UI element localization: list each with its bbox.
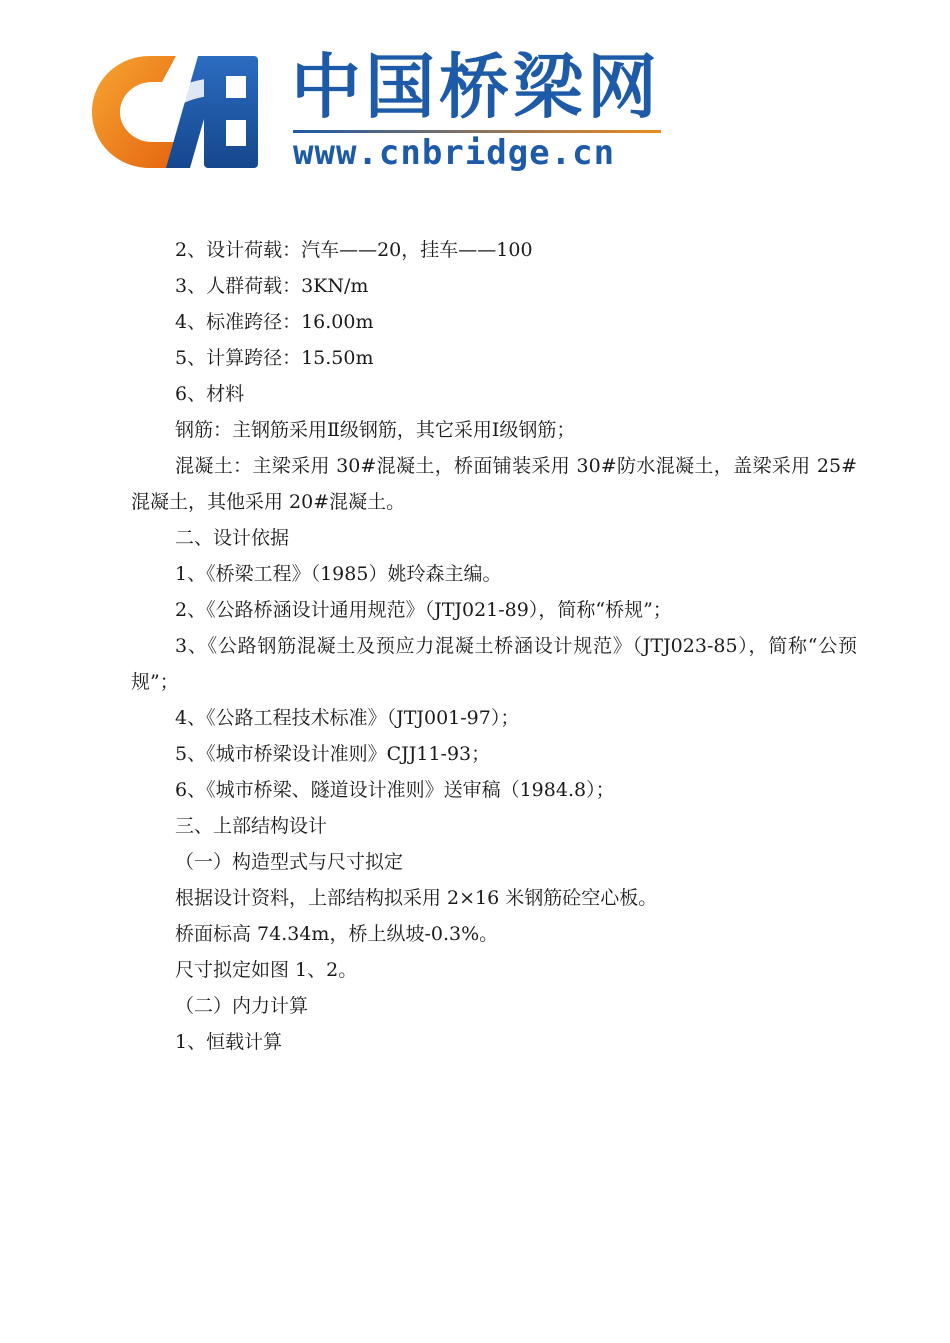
paragraph: 4、标准跨径：16.00m [175, 311, 374, 333]
section-heading: 三、上部结构设计 [175, 815, 328, 837]
site-logo [88, 44, 668, 179]
paragraph: 根据设计资料，上部结构拟采用 2×16 米钢筋砼空心板。 [175, 887, 658, 909]
cnbridge-logo-icon [88, 50, 262, 172]
paragraph: 3、人群荷载：3KN/m [175, 275, 369, 297]
paragraph: 5、《城市桥梁设计准则》CJJ11-93； [175, 743, 491, 765]
paragraph: 尺寸拟定如图 1、2。 [175, 959, 358, 981]
paragraph: 5、计算跨径：15.50m [175, 347, 374, 369]
paragraph: 1、《桥梁工程》（1985）姚玲森主编。 [175, 563, 502, 585]
paragraph: 1、恒载计算 [175, 1031, 283, 1053]
subsection-heading: （二）内力计算 [175, 995, 309, 1017]
paragraph: 6、材料 [175, 383, 245, 405]
paragraph: 桥面标高 74.34m，桥上纵坡-0.3%。 [175, 923, 499, 945]
site-url: www.cnbridge.cn [293, 133, 616, 173]
section-heading: 二、设计依据 [175, 527, 290, 549]
paragraph: 2、《公路桥涵设计通用规范》（JTJ021-89），简称“桥规”； [175, 599, 672, 621]
paragraph: 6、《城市桥梁、隧道设计准则》送审稿（1984.8）； [175, 779, 615, 801]
document-body [131, 232, 857, 1060]
paragraph: 4、《公路工程技术标准》（JTJ001-97）； [175, 707, 520, 729]
paragraph: 钢筋：主钢筋采用Ⅱ级钢筋，其它采用Ⅰ级钢筋； [175, 419, 576, 441]
paragraph: 混凝土：主梁采用 30#混凝土，桥面铺装采用 30#防水混凝土，盖梁采用 25#混凝土，其他采用 20#混凝土。 [131, 455, 857, 513]
paragraph: 3、《公路钢筋混凝土及预应力混凝土桥涵设计规范》（JTJ023-85），简称“公预规”； [131, 635, 857, 693]
site-title: 中国桥梁网 [291, 46, 661, 128]
paragraph: 2、设计荷载：汽车——20，挂车——100 [175, 239, 533, 261]
subsection-heading: （一）构造型式与尺寸拟定 [175, 851, 404, 873]
